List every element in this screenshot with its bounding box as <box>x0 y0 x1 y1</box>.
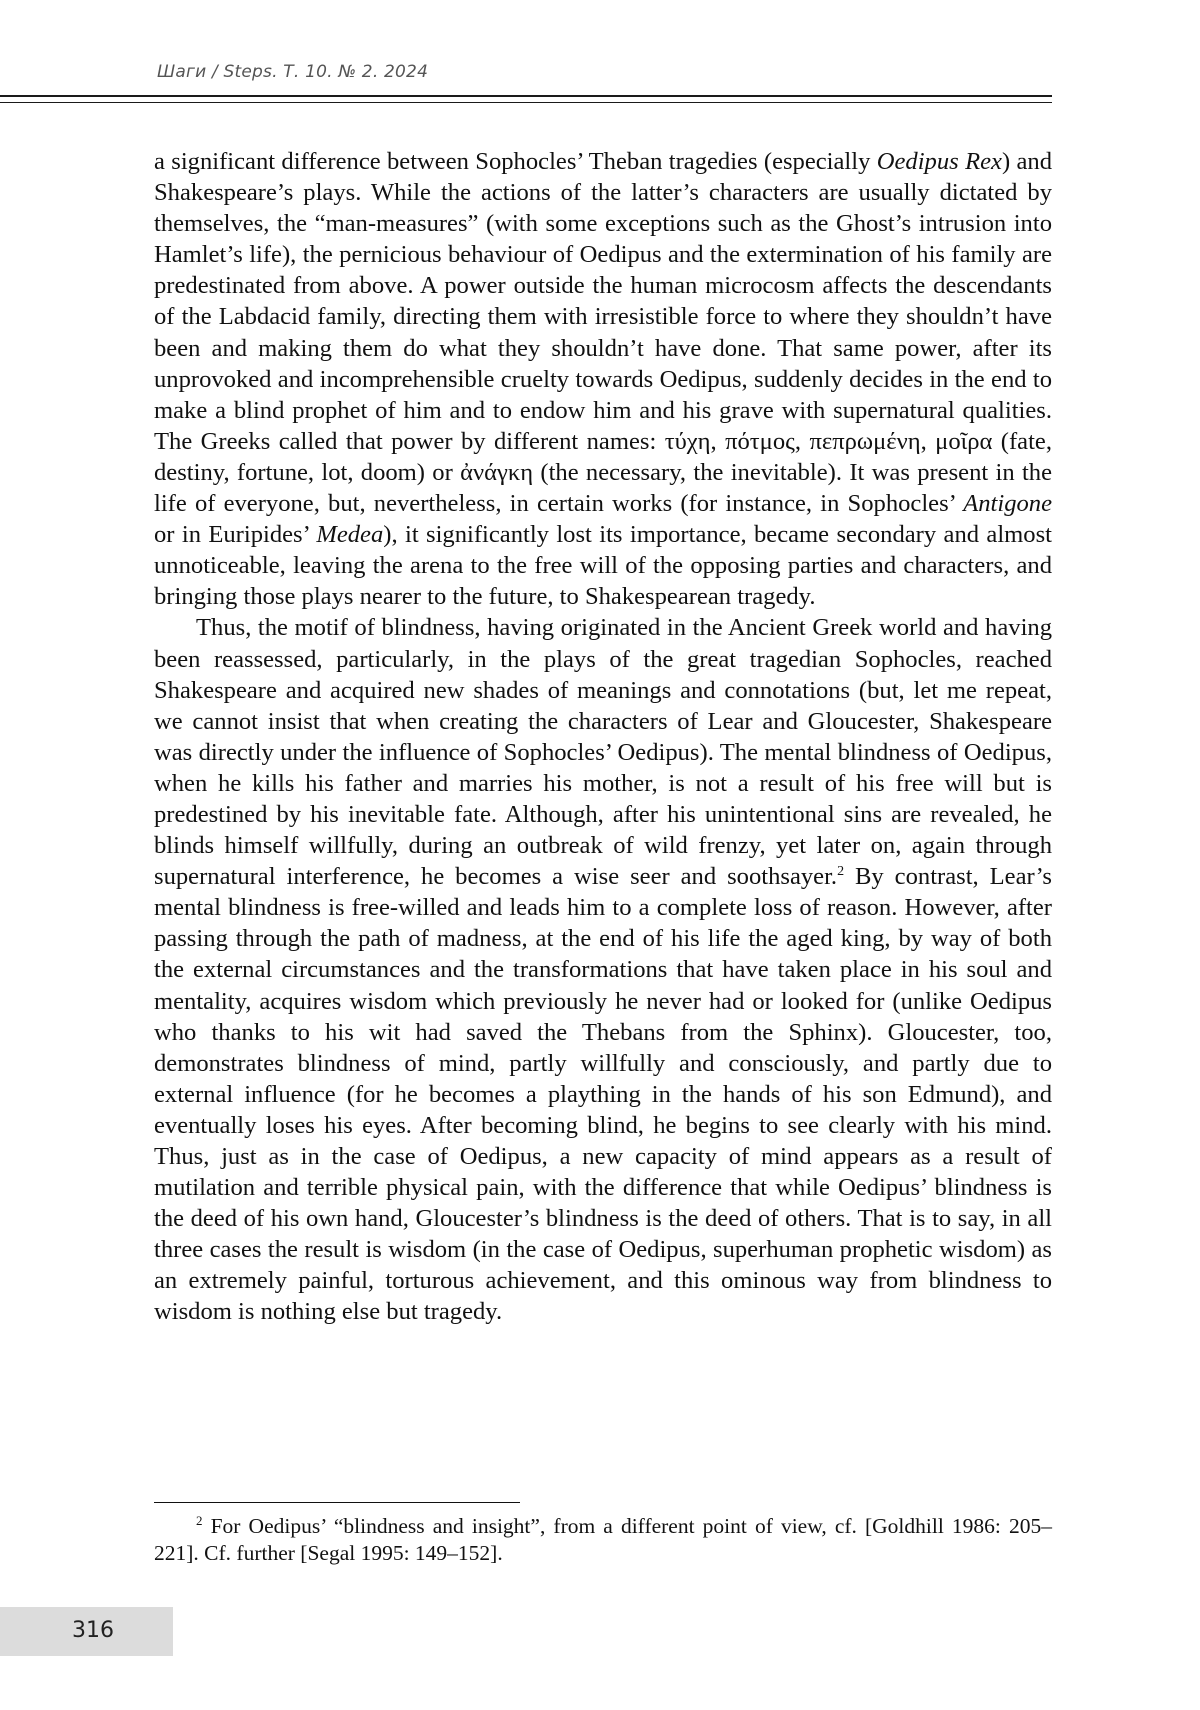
paragraph-1-text-a: a significant difference between Sophocles’ Theban tragedies (especially <box>154 148 877 175</box>
footnote-text: For Oedipus’ “blindness and insight”, from a different point of view, cf. [Goldhill 1986: 205–221]. Cf. further [Segal 1995: 149–152]. <box>154 1514 1052 1565</box>
running-header: Шаги / Steps. Т. 10. № 2. 2024 <box>157 62 429 82</box>
page-number: 316 <box>72 1618 114 1643</box>
paragraph-2-text-b: By contrast, Lear’s mental blindness is free-willed and leads him to a complete loss of reason. However, after passing through the path of madness, at the end of his life the aged king, by way of both the external circumstances and the transformations that have taken place in his soul and mentality, acquires wisdom which previously he never had or looked for (unlike Oedipus who thanks to his wit had saved the Thebans from the Sphinx). Gloucester, too, demonstrates blindness of mind, partly willfully and consciously, and partly due to external influence (for he becomes a plaything in the hands of his son Edmund), and eventually loses his eyes. After becoming blind, he begins to see clearly with his mind. Thus, just as in the case of Oedipus, a new capacity of mind appears as a result of mutilation and terrible physical pain, with the difference that while Oedipus’ blindness is the deed of his own hand, Gloucester’s blindness is the deed of others. That is to say, in all three cases the result is wisdom (in the case of Oedipus, superhuman prophetic wisdom) as an extremely painful, torturous achievement, and this ominous way from blindness to wisdom is nothing else but tragedy. <box>154 863 1053 1326</box>
paragraph-2 <box>154 612 1052 1327</box>
footnote-reference: 2 <box>837 864 845 880</box>
paragraph-1 <box>154 146 1052 612</box>
paragraph-1-text-d: ), it significantly lost its importance, became secondary and almost unnoticeable, leaving the arena to the free will of the opposing parties and characters, and bringing those plays nearer to the future, to Shakespearean tragedy. <box>154 521 1052 611</box>
paragraph-2-text-a: Thus, the motif of blindness, having originated in the Ancient Greek world and having been reassessed, particularly, in the plays of the great tragedian Sophocles, reached Shakespeare and acquired new shades of meanings and connotations (but, let me repeat, we cannot insist that when creating the characters of Lear and Gloucester, Shakespeare was directly under the influence of Sophocles’ Oedipus). The mental blindness of Oedipus, when he kills his father and marries his mother, is not a result of his free will but is predestined by his inevitable fate. Although, after his unintentional sins are revealed, he blinds himself willfully, during an outbreak of wild frenzy, yet later on, again through supernatural interference, he becomes a wise seer and soothsayer. <box>154 614 1052 891</box>
header-rule-thick <box>0 95 1052 97</box>
title-medea: Medea <box>316 521 384 549</box>
title-oedipus-rex: Oedipus Rex <box>876 148 1002 175</box>
page-number-box <box>0 1607 173 1656</box>
title-antigone: Antigone <box>963 490 1052 518</box>
main-text <box>154 146 1052 1328</box>
footnote-marker: 2 <box>196 1513 203 1528</box>
header-rule-thin <box>0 102 1052 103</box>
footnote-rule <box>154 1502 520 1503</box>
paragraph-1-text-b: ) and Shakespeare’s plays. While the actions of the latter’s characters are usually dictated by themselves, the “man-measures” (with some exceptions such as the Ghost’s intrusion into Hamlet’s life), the pernicious behaviour of Oedipus and the extermination of his family are predestinated from above. A power outside the human microcosm affects the descendants of the Labdacid family, directing them with irresistible force to where they shouldn’t have been and making them do what they shouldn’t have done. That same power, after its unprovoked and incomprehensible cruelty towards Oedipus, suddenly decides in the end to make a blind prophet of him and to endow him and his grave with supernatural qualities. The Greeks called that power by different names: τύχη, πότμος, πεπρωμένη, μοῖρα (fate, destiny, fortune, lot, doom) or ἀνάγκη (the necessary, the inevitable). It was present in the life of everyone, but, nevertheless, in certain works (for instance, in Sophocles’ <box>154 148 1052 518</box>
paragraph-1-text-c: or in Euripides’ <box>154 521 317 549</box>
footnote <box>154 1513 1052 1567</box>
